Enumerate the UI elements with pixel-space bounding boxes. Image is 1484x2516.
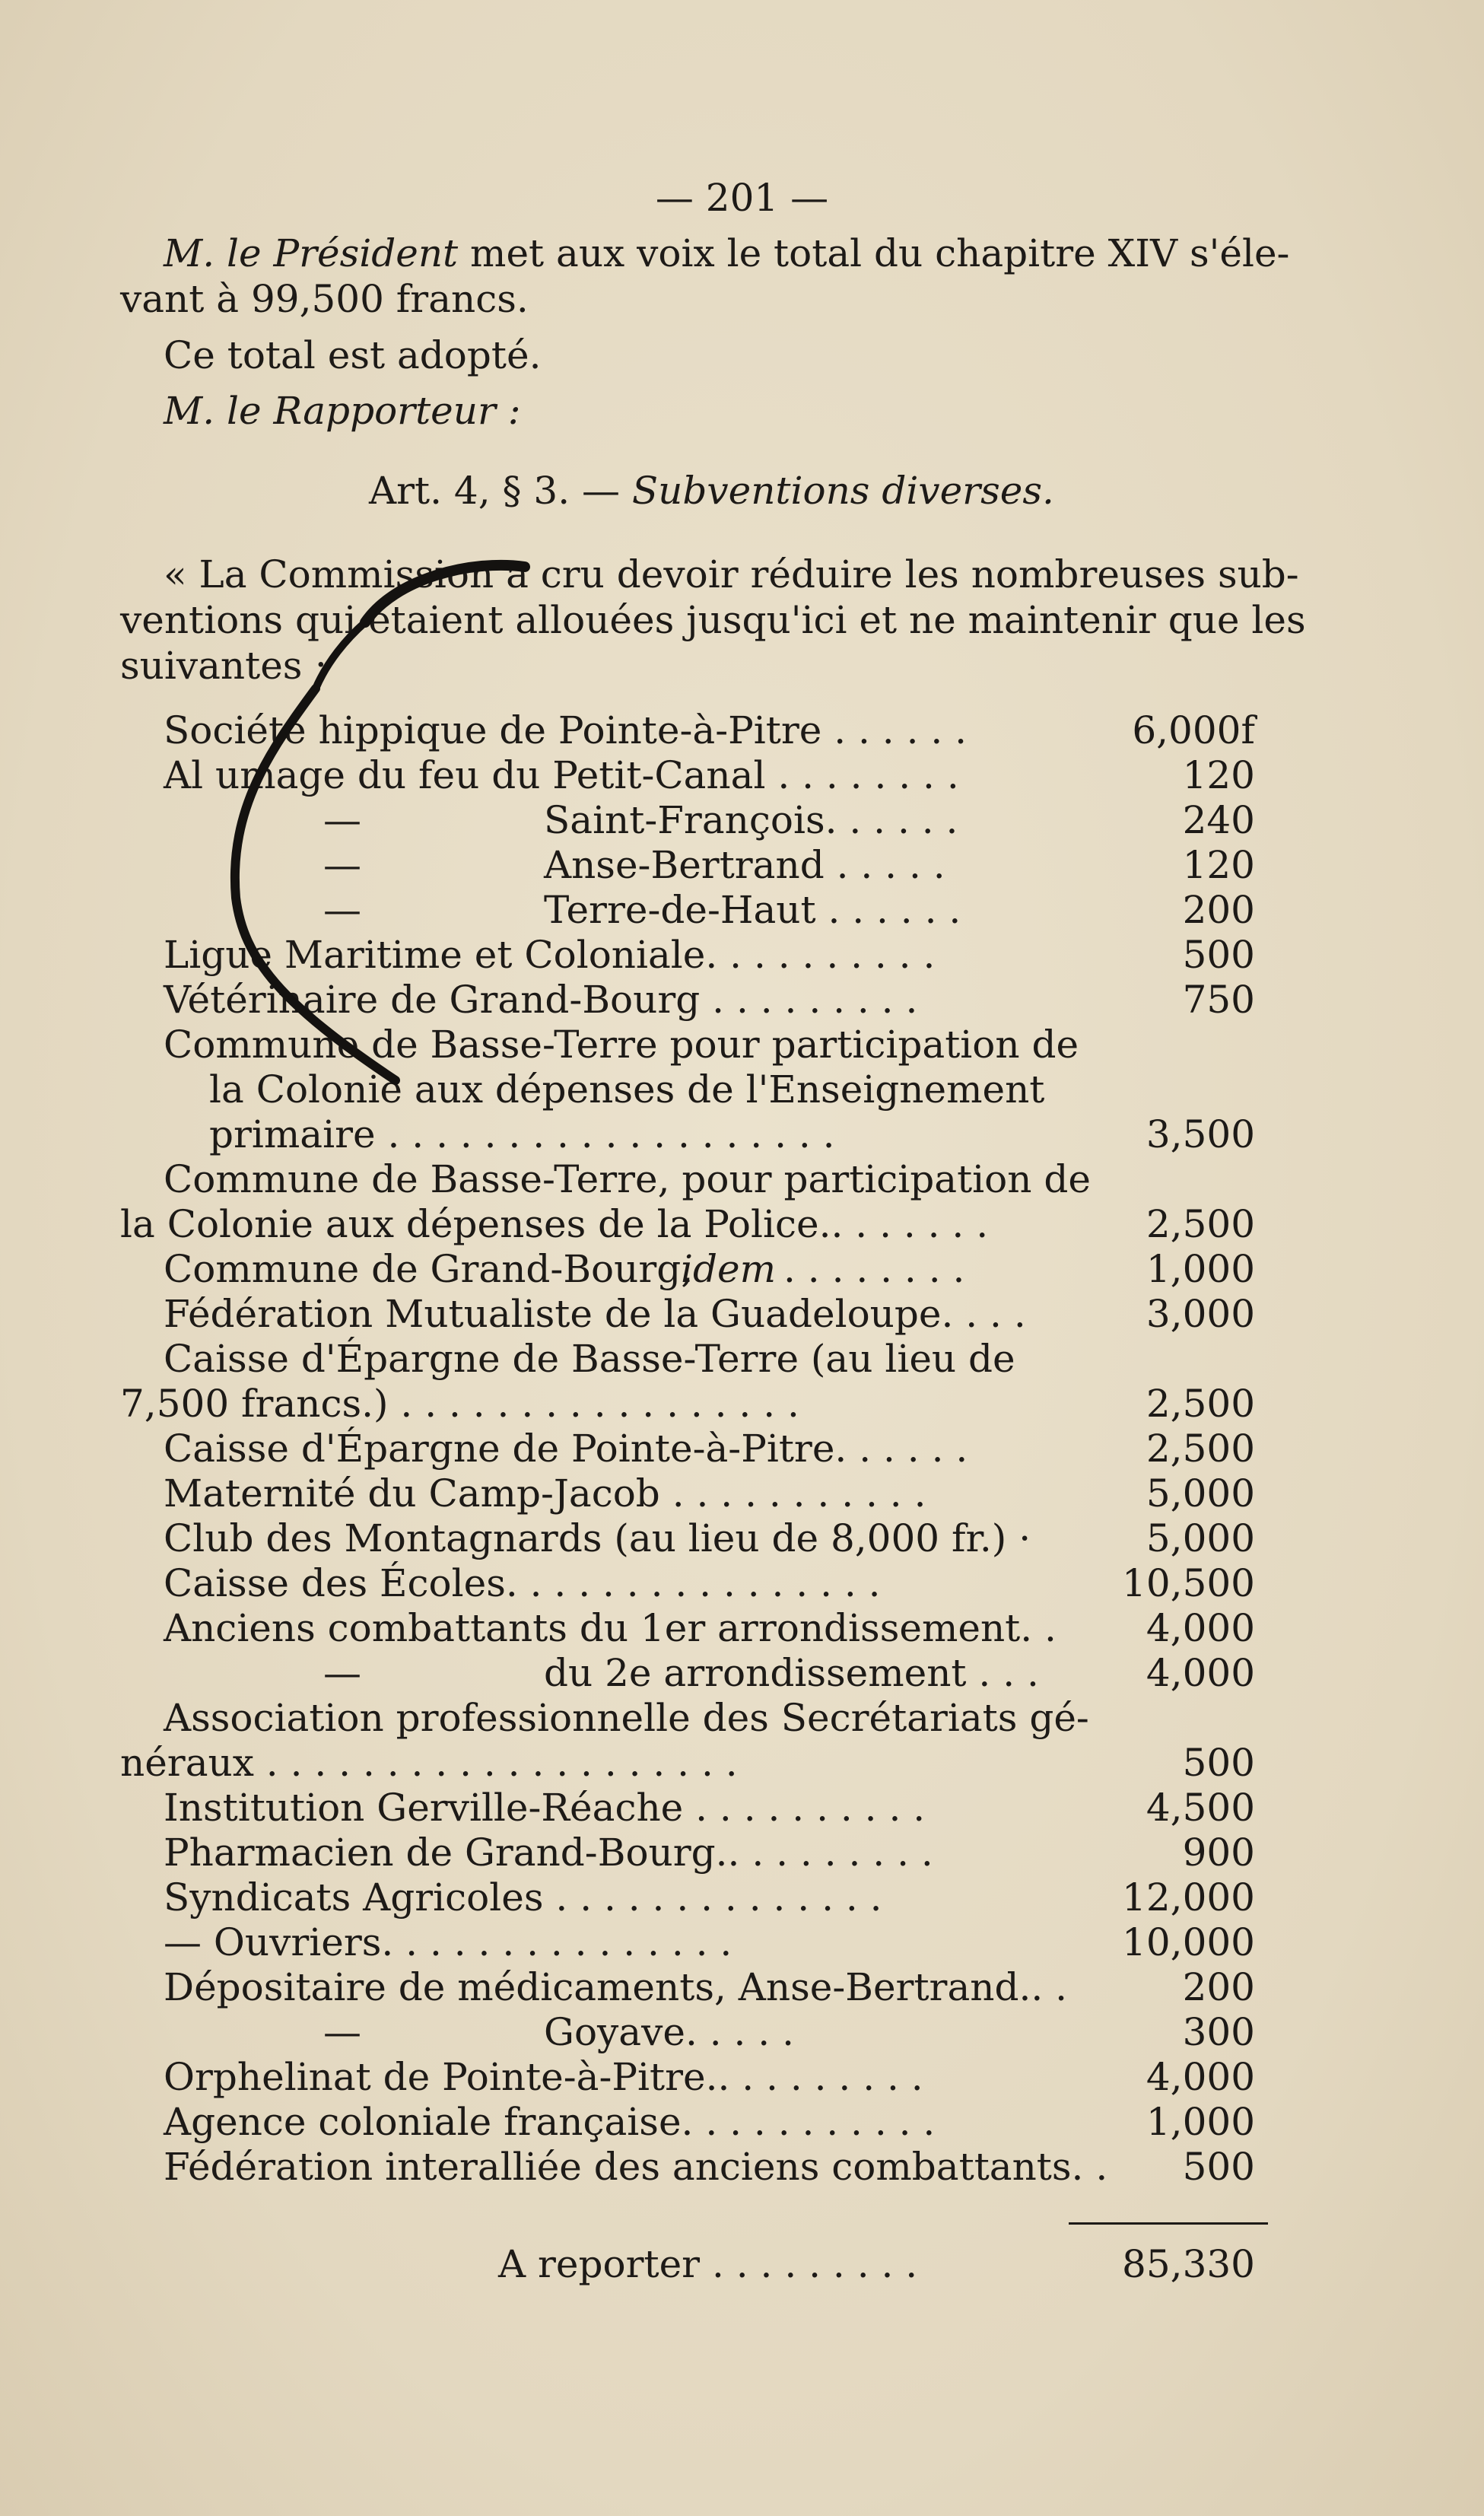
entry-label: Vétérinaire de Grand-Bourg . . . . . . . . . <box>164 978 918 1022</box>
entry-label: Commune de Grand-Bourg, <box>164 1247 694 1291</box>
entry-label: Caisse d'Épargne de Basse-Terre (au lieu de <box>164 1337 1015 1381</box>
section-heading-prefix: Art. 4, § 3. — <box>369 469 620 513</box>
quote-line-2: ventions qui étaient allouées jusqu'ici et ne maintenir que les <box>120 598 1306 642</box>
entry-label: Commune de Basse-Terre pour participation de <box>164 1023 1079 1067</box>
entry-amount: 4,000 <box>1146 1651 1255 1695</box>
entry-label: Fédération interalliée des anciens combattants. . <box>164 2145 1108 2189</box>
entry-amount: 500 <box>1182 933 1255 977</box>
entry-amount: 4,500 <box>1146 1786 1255 1830</box>
entry-amount: 5,000 <box>1146 1516 1255 1560</box>
entry-label: — <box>323 888 361 932</box>
speaker-president: M. le Président <box>164 231 459 275</box>
entry-amount: 120 <box>1182 843 1255 887</box>
entry-amount: 4,000 <box>1146 2055 1255 2099</box>
entry-label: primaire . . . . . . . . . . . . . . . . . . . <box>209 1112 835 1156</box>
entry-label: Dépositaire de médicaments, Anse-Bertrand.. . <box>164 1965 1068 2009</box>
entry-label: Pharmacien de Grand-Bourg.. . . . . . . . . <box>164 1831 933 1875</box>
carry-forward-amount: 85,330 <box>1122 2242 1255 2286</box>
entry-amount: 900 <box>1182 1831 1255 1875</box>
entry-amount: 200 <box>1182 1965 1255 2009</box>
entry-amount: 10,500 <box>1122 1561 1255 1605</box>
entry-label: Caisse des Écoles. . . . . . . . . . . . . . . . <box>164 1561 881 1605</box>
entry-amount: 6,000f <box>1132 708 1255 752</box>
entry-amount: 10,000 <box>1122 1920 1255 1964</box>
entry-amount: 12,000 <box>1122 1875 1255 1920</box>
entry-label: Syndicats Agricoles . . . . . . . . . . . . . . <box>164 1875 882 1920</box>
adopted-line: Ce total est adopté. <box>164 333 542 377</box>
entry-label: Ligue Maritime et Coloniale. . . . . . . . . . <box>164 933 936 977</box>
entry-sublabel: Anse-Bertrand . . . . . <box>544 843 945 887</box>
entry-label-italic: idem <box>681 1247 776 1291</box>
entry-label: 7,500 francs.) . . . . . . . . . . . . . . . . . <box>120 1382 799 1426</box>
entry-sublabel: du 2e arrondissement . . . <box>544 1651 1039 1695</box>
entry-label: Fédération Mutualiste de la Guadeloupe. . . . <box>164 1292 1026 1336</box>
entry-amount: 500 <box>1182 2145 1255 2189</box>
quote-line-3: suivantes : <box>120 644 328 688</box>
entry-label: Caisse d'Épargne de Pointe-à-Pitre. . . . . . <box>164 1427 968 1471</box>
entry-sublabel: Goyave. . . . . <box>544 2010 794 2054</box>
entry-label: Orphelinat de Pointe-à-Pitre.. . . . . . . . . <box>164 2055 923 2099</box>
carry-forward-label: A reporter . . . . . . . . . <box>498 2242 918 2286</box>
entry-amount: 3,500 <box>1146 1112 1255 1156</box>
entry-label: Société hippique de Pointe-à-Pitre . . . . . . <box>164 708 968 752</box>
entry-amount: 120 <box>1182 753 1255 797</box>
entry-sublabel: Terre-de-Haut . . . . . . <box>544 888 961 932</box>
entry-label: Institution Gerville-Réache . . . . . . . . . . <box>164 1786 926 1830</box>
entry-amount: 2,500 <box>1146 1202 1255 1246</box>
entry-label: — <box>323 1651 361 1695</box>
entry-label: Al umage du feu du Petit-Canal . . . . . . . . <box>164 753 959 797</box>
entry-label: — <box>323 2010 361 2054</box>
entry-label: Maternité du Camp-Jacob . . . . . . . . . . . <box>164 1471 926 1516</box>
entry-amount: 2,500 <box>1146 1382 1255 1426</box>
rapporteur-line: M. le Rapporteur : <box>164 389 521 433</box>
entry-label: Commune de Basse-Terre, pour participation de <box>164 1157 1091 1201</box>
entry-label: Association professionnelle des Secrétariats gé- <box>164 1696 1089 1740</box>
opening-line-1-rest: met aux voix le total du chapitre XIV s'éle- <box>470 231 1290 275</box>
opening-line-2: vant à 99,500 francs. <box>120 277 529 321</box>
page-number: — 201 — <box>655 176 829 220</box>
entry-label: — <box>323 798 361 842</box>
entry-amount: 2,500 <box>1146 1427 1255 1471</box>
entry-amount: 5,000 <box>1146 1471 1255 1516</box>
quote-line-1: « La Commission a cru devoir réduire les nombreuses sub- <box>164 552 1299 596</box>
entry-amount: 240 <box>1182 798 1255 842</box>
entry-label: — Ouvriers. . . . . . . . . . . . . . . <box>164 1920 732 1964</box>
entry-amount: 750 <box>1182 978 1255 1022</box>
entry-sublabel: Saint-François. . . . . . <box>544 798 958 842</box>
entry-label: — <box>323 843 361 887</box>
section-heading-title: Subventions diverses. <box>631 469 1054 513</box>
entry-amount: 500 <box>1182 1741 1255 1785</box>
entry-amount: 1,000 <box>1146 1247 1255 1291</box>
entry-label: néraux . . . . . . . . . . . . . . . . . . . . <box>120 1741 738 1785</box>
entry-label: Anciens combattants du 1er arrondissement. . <box>164 1606 1057 1650</box>
entry-label-tail: . . . . . . . . <box>783 1247 965 1291</box>
entry-amount: 4,000 <box>1146 1606 1255 1650</box>
entry-label: la Colonie aux dépenses de l'Enseignement <box>209 1067 1045 1112</box>
entry-label: Club des Montagnards (au lieu de 8,000 fr.) · <box>164 1516 1031 1560</box>
entry-amount: 1,000 <box>1146 2100 1255 2144</box>
entry-label: Agence coloniale française. . . . . . . . . . . <box>164 2100 936 2144</box>
entry-amount: 300 <box>1182 2010 1255 2054</box>
entry-amount: 3,000 <box>1146 1292 1255 1336</box>
entry-amount: 200 <box>1182 888 1255 932</box>
entry-label: la Colonie aux dépenses de la Police.. . . . . . . <box>120 1202 989 1246</box>
